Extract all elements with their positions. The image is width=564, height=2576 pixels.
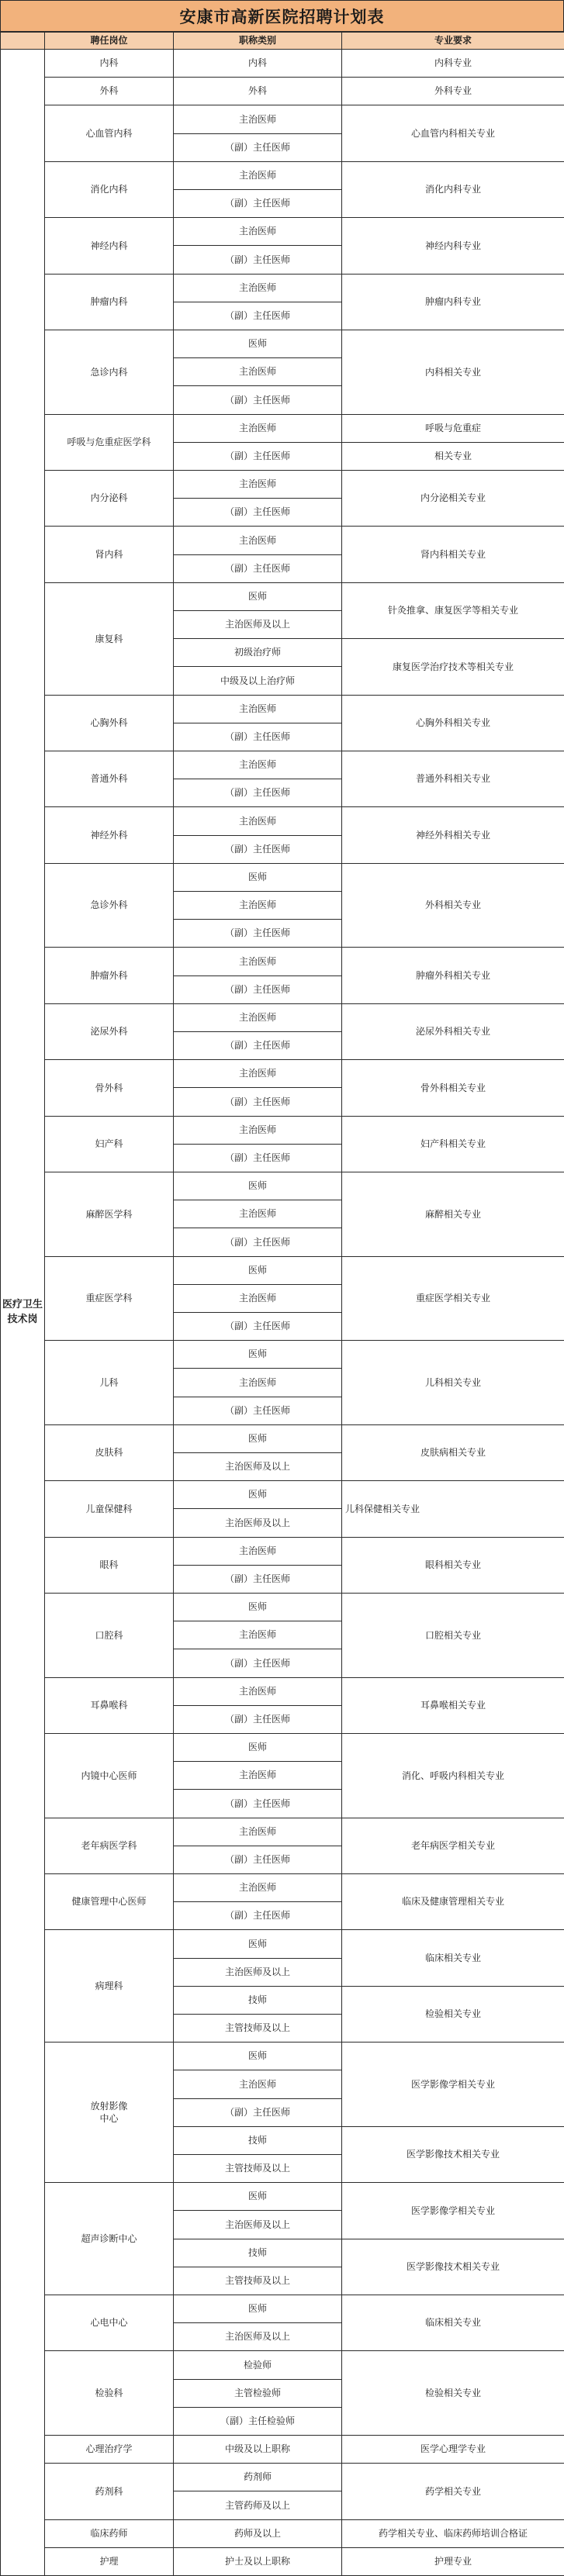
major-cell: 心胸外科相关专业 [341, 695, 564, 751]
title-category-cell: 主治医师 [173, 1761, 342, 1790]
title-category-cell: 主治医师 [173, 1818, 342, 1846]
title-category-cell: 主治医师 [173, 1677, 342, 1706]
position-cell: 神经内科 [44, 217, 174, 275]
title-category-cell: （副）主任医师 [173, 133, 342, 162]
major-cell: 外科专业 [341, 77, 564, 105]
title-category-cell: 主治医师 [173, 2070, 342, 2099]
position-cell: 普通外科 [44, 751, 174, 807]
position-cell: 内镜中心医师 [44, 1733, 174, 1818]
title-category-cell: 护士及以上职称 [173, 2547, 342, 2576]
major-cell: 老年病医学相关专业 [341, 1818, 564, 1874]
header-position: 聘任岗位 [44, 32, 174, 50]
major-cell: 肿瘤外科相关专业 [341, 947, 564, 1004]
title-category-cell: 主治医师 [173, 1537, 342, 1566]
major-cell: 泌尿外科相关专业 [341, 1003, 564, 1060]
position-cell: 肿瘤内科 [44, 274, 174, 330]
title-category-cell: 主治医师 [173, 1873, 342, 1902]
major-cell: 儿科保健相关专业 [341, 1480, 564, 1538]
title-category-cell: （副）主任医师 [173, 1397, 342, 1425]
position-cell: 耳鼻喉科 [44, 1677, 174, 1734]
title-category-cell: 医师 [173, 330, 342, 358]
title-category-cell: （副）主任检验师 [173, 2407, 342, 2436]
title-category-cell: （副）主任医师 [173, 1031, 342, 1060]
table-title: 安康市高新医院招聘计划表 [0, 0, 564, 32]
category-cell: 医疗卫生 技术岗 [0, 49, 45, 2576]
title-category-cell: （副）主任医师 [173, 189, 342, 218]
major-cell: 普通外科相关专业 [341, 751, 564, 807]
title-category-cell: 主治医师 [173, 1116, 342, 1145]
major-cell: 耳鼻喉相关专业 [341, 1677, 564, 1734]
title-category-cell: 主管检验师 [173, 2379, 342, 2408]
major-cell: 康复医学治疗技术等相关专业 [341, 638, 564, 696]
major-cell: 医学影像技术相关专业 [341, 2239, 564, 2295]
position-cell: 眼科 [44, 1537, 174, 1594]
title-category-cell: 医师 [173, 1172, 342, 1200]
position-cell: 心理治疗学 [44, 2435, 174, 2464]
title-category-cell: （副）主任医师 [173, 302, 342, 330]
title-category-cell: 医师 [173, 1929, 342, 1959]
title-category-cell: 技师 [173, 1986, 342, 2015]
title-category-cell: 主治医师 [173, 357, 342, 386]
title-category-cell: 主治医师及以上 [173, 1958, 342, 1987]
title-category-cell: 外科 [173, 77, 342, 105]
title-category-cell: （副）主任医师 [173, 2098, 342, 2127]
position-cell: 麻醉医学科 [44, 1172, 174, 1257]
title-category-cell: 主治医师 [173, 470, 342, 499]
title-category-cell: 主治医师及以上 [173, 1508, 342, 1538]
position-cell: 病理科 [44, 1929, 174, 2042]
title-category-cell: 主治医师 [173, 1003, 342, 1032]
title-category-cell: 主管技师及以上 [173, 2267, 342, 2295]
title-category-cell: 主治医师 [173, 806, 342, 836]
position-cell: 儿童保健科 [44, 1480, 174, 1538]
title-category-cell: 医师 [173, 2182, 342, 2211]
position-cell: 康复科 [44, 582, 174, 696]
title-category-cell: 初级治疗师 [173, 638, 342, 667]
title-category-cell: （副）主任医师 [173, 1649, 342, 1678]
header-corner [0, 32, 45, 50]
major-cell: 护理专业 [341, 2547, 564, 2576]
title-category-cell: 主治医师 [173, 1368, 342, 1397]
title-category-cell: 药师及以上 [173, 2519, 342, 2548]
title-category-cell: （副）主任医师 [173, 779, 342, 807]
header-major: 专业要求 [341, 32, 564, 50]
position-cell: 检验科 [44, 2350, 174, 2436]
position-cell: 心胸外科 [44, 695, 174, 751]
position-cell: 心电中心 [44, 2295, 174, 2351]
title-category-cell: 中级及以上治疗师 [173, 666, 342, 696]
major-cell: 骨外科相关专业 [341, 1059, 564, 1117]
title-category-cell: 主治医师及以上 [173, 1452, 342, 1481]
position-cell: 临床药师 [44, 2519, 174, 2548]
title-category-cell: 主管技师及以上 [173, 2154, 342, 2183]
title-category-cell: 主治医师 [173, 751, 342, 779]
position-cell: 超声诊断中心 [44, 2182, 174, 2295]
position-cell: 放射影像 中心 [44, 2042, 174, 2183]
title-category-cell: 主治医师 [173, 891, 342, 920]
title-category-cell: 医师 [173, 1593, 342, 1621]
title-category-cell: 检验师 [173, 2350, 342, 2380]
title-category-cell: （副）主任医师 [173, 442, 342, 471]
major-cell: 心血管内科相关专业 [341, 105, 564, 162]
title-category-cell: 中级及以上职称 [173, 2435, 342, 2464]
major-cell: 妇产科相关专业 [341, 1116, 564, 1172]
major-cell: 医学影像学相关专业 [341, 2042, 564, 2127]
title-category-cell: （副）主任医师 [173, 1228, 342, 1257]
title-category-cell: （副）主任医师 [173, 1789, 342, 1818]
title-category-cell: （副）主任医师 [173, 554, 342, 583]
title-category-cell: （副）主任医师 [173, 1846, 342, 1874]
major-cell: 药学相关专业、临床药师培训合格证 [341, 2519, 564, 2548]
title-category-cell: （副）主任医师 [173, 723, 342, 751]
position-cell: 内科 [44, 49, 174, 78]
title-category-cell: （副）主任医师 [173, 385, 342, 415]
major-cell: 麻醉相关专业 [341, 1172, 564, 1257]
position-cell: 药剂科 [44, 2463, 174, 2520]
title-category-cell: （副）主任医师 [173, 1565, 342, 1594]
title-category-cell: （副）主任医师 [173, 835, 342, 864]
title-category-cell: 主治医师 [173, 414, 342, 443]
title-category-cell: 医师 [173, 1424, 342, 1453]
position-cell: 肿瘤外科 [44, 947, 174, 1004]
major-cell: 外科相关专业 [341, 863, 564, 948]
title-category-cell: 医师 [173, 2295, 342, 2323]
title-category-cell: （副）主任医师 [173, 1312, 342, 1341]
title-category-cell: 医师 [173, 582, 342, 611]
title-category-cell: 主治医师 [173, 695, 342, 723]
title-category-cell: （副）主任医师 [173, 1901, 342, 1930]
title-category-cell: 主治医师 [173, 1200, 342, 1228]
major-cell: 药学相关专业 [341, 2463, 564, 2520]
title-category-cell: （副）主任医师 [173, 1087, 342, 1117]
title-category-cell: （副）主任医师 [173, 919, 342, 948]
title-category-cell: 主治医师 [173, 1621, 342, 1649]
major-cell: 医学影像技术相关专业 [341, 2126, 564, 2183]
major-cell: 内科专业 [341, 49, 564, 78]
title-category-cell: 医师 [173, 1733, 342, 1762]
major-cell: 神经内科专业 [341, 217, 564, 275]
title-category-cell: 技师 [173, 2239, 342, 2267]
position-cell: 健康管理中心医师 [44, 1873, 174, 1930]
header-title-category: 职称类别 [173, 32, 342, 50]
position-cell: 神经外科 [44, 806, 174, 864]
major-cell: 消化内科专业 [341, 161, 564, 218]
position-cell: 儿科 [44, 1340, 174, 1425]
major-cell: 医学心理学专业 [341, 2435, 564, 2464]
major-cell: 儿科相关专业 [341, 1340, 564, 1425]
position-cell: 肾内科 [44, 526, 174, 583]
title-category-cell: 主管药师及以上 [173, 2491, 342, 2520]
major-cell: 针灸推拿、康复医学等相关专业 [341, 582, 564, 639]
title-category-cell: 主治医师 [173, 274, 342, 302]
major-cell: 检验相关专业 [341, 2350, 564, 2436]
title-category-cell: 医师 [173, 2042, 342, 2070]
position-cell: 消化内科 [44, 161, 174, 218]
position-cell: 口腔科 [44, 1593, 174, 1678]
title-category-cell: （副）主任医师 [173, 245, 342, 275]
title-category-cell: 技师 [173, 2126, 342, 2155]
major-cell: 医学影像学相关专业 [341, 2182, 564, 2239]
title-category-cell: 主治医师 [173, 1059, 342, 1088]
title-category-cell: 主治医师 [173, 105, 342, 134]
major-cell: 检验相关专业 [341, 1986, 564, 2042]
position-cell: 急诊外科 [44, 863, 174, 948]
major-cell: 内科相关专业 [341, 330, 564, 415]
title-category-cell: 主治医师及以上 [173, 2210, 342, 2239]
major-cell: 眼科相关专业 [341, 1537, 564, 1594]
title-category-cell: 内科 [173, 49, 342, 78]
position-cell: 急诊内科 [44, 330, 174, 415]
title-category-cell: 主治医师 [173, 947, 342, 976]
title-category-cell: （副）主任医师 [173, 975, 342, 1004]
major-cell: 相关专业 [341, 442, 564, 471]
major-cell: 临床相关专业 [341, 2295, 564, 2351]
title-category-cell: 主治医师及以上 [173, 610, 342, 639]
major-cell: 肿瘤内科专业 [341, 274, 564, 330]
major-cell: 口腔相关专业 [341, 1593, 564, 1678]
position-cell: 妇产科 [44, 1116, 174, 1172]
position-cell: 外科 [44, 77, 174, 105]
title-category-cell: 医师 [173, 863, 342, 892]
position-cell: 皮肤科 [44, 1424, 174, 1481]
major-cell: 呼吸与危重症 [341, 414, 564, 443]
major-cell: 重症医学相关专业 [341, 1256, 564, 1341]
title-category-cell: 医师 [173, 1256, 342, 1285]
major-cell: 临床及健康管理相关专业 [341, 1873, 564, 1930]
title-category-cell: 主治医师及以上 [173, 2322, 342, 2351]
title-category-cell: 医师 [173, 1480, 342, 1509]
title-category-cell: 药剂师 [173, 2463, 342, 2491]
title-category-cell: 主治医师 [173, 217, 342, 246]
title-category-cell: 主治医师 [173, 1284, 342, 1313]
major-cell: 肾内科相关专业 [341, 526, 564, 583]
position-cell: 泌尿外科 [44, 1003, 174, 1060]
title-category-cell: （副）主任医师 [173, 498, 342, 527]
position-cell: 重症医学科 [44, 1256, 174, 1341]
position-cell: 骨外科 [44, 1059, 174, 1117]
title-category-cell: （副）主任医师 [173, 1144, 342, 1172]
position-cell: 心血管内科 [44, 105, 174, 162]
title-category-cell: 主治医师 [173, 161, 342, 190]
major-cell: 皮肤病相关专业 [341, 1424, 564, 1481]
major-cell: 临床相关专业 [341, 1929, 564, 1987]
position-cell: 护理 [44, 2547, 174, 2576]
position-cell: 呼吸与危重症医学科 [44, 414, 174, 471]
major-cell: 内分泌相关专业 [341, 470, 564, 527]
title-category-cell: 主管技师及以上 [173, 2014, 342, 2042]
title-category-cell: 主治医师 [173, 526, 342, 555]
major-cell: 神经外科相关专业 [341, 806, 564, 864]
position-cell: 老年病医学科 [44, 1818, 174, 1874]
major-cell: 消化、呼吸内科相关专业 [341, 1733, 564, 1818]
position-cell: 内分泌科 [44, 470, 174, 527]
title-category-cell: 医师 [173, 1340, 342, 1369]
title-category-cell: （副）主任医师 [173, 1705, 342, 1734]
